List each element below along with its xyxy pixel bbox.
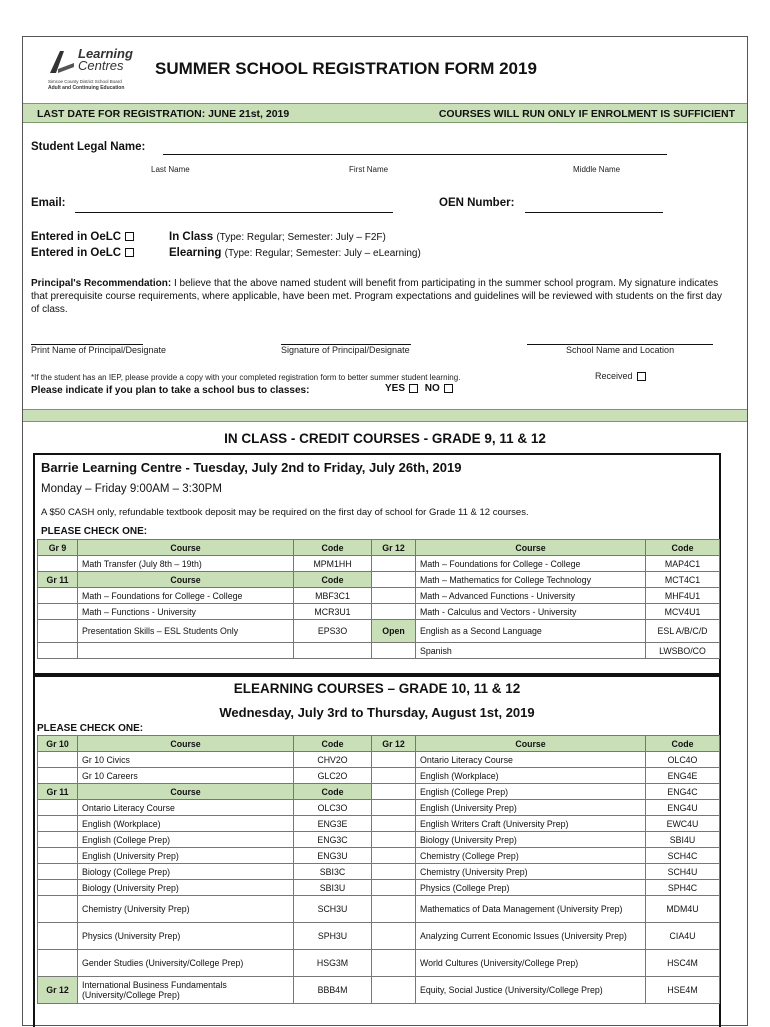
elearning-dates: Wednesday, July 3rd to Thursday, August 1st, 2019 [219, 705, 535, 720]
table-row [38, 643, 720, 659]
gr11-header: Gr 11 [38, 784, 78, 800]
open-level-label: Open [372, 620, 416, 643]
course-checkbox-cell[interactable] [38, 800, 78, 816]
table-row [38, 950, 720, 977]
received-checkbox[interactable] [637, 372, 646, 381]
principal-signature-line[interactable] [281, 327, 411, 345]
course-checkbox-cell[interactable] [372, 880, 416, 896]
course-code: SCH4C [646, 848, 720, 864]
elearning-label: Elearning [169, 247, 222, 259]
course-code: SCH4U [646, 864, 720, 880]
course-code: SPH4C [646, 880, 720, 896]
course-name: English Writers Craft (University Prep) [416, 816, 646, 832]
course-checkbox-cell[interactable] [38, 832, 78, 848]
course-code: ENG4E [646, 768, 720, 784]
course-checkbox-cell[interactable] [372, 848, 416, 864]
course-name: Equity, Social Justice (University/College Prep) [416, 977, 646, 1004]
course-name: English (College Prep) [78, 832, 294, 848]
course-code: MDM4U [646, 896, 720, 923]
course-name: Math – Functions - University [78, 604, 294, 620]
table-row [38, 896, 720, 923]
inclass-centre: Barrie Learning Centre - Tuesday, July 2nd to Friday, July 26th, 2019 [41, 460, 462, 475]
course-code: SCH3U [294, 896, 372, 923]
section-separator [23, 409, 747, 422]
course-name: English (Workplace) [416, 768, 646, 784]
elearning-type [169, 247, 421, 259]
received-field [595, 371, 650, 381]
course-checkbox-cell[interactable] [38, 643, 78, 659]
table-row [38, 832, 720, 848]
form-title: SUMMER SCHOOL REGISTRATION FORM 2019 [155, 59, 537, 78]
logo-line1: Learning [78, 46, 133, 61]
oen-field[interactable] [525, 195, 663, 213]
principal-recommendation [31, 277, 731, 316]
code-header: Code [294, 540, 372, 556]
gr12-row-label: Gr 12 [38, 977, 78, 1004]
course-name: English (College Prep) [416, 784, 646, 800]
course-code: MHF4U1 [646, 588, 720, 604]
course-name: Mathematics of Data Management (University Prep) [416, 896, 646, 923]
course-name: Analyzing Current Economic Issues (University Prep) [416, 923, 646, 950]
table-row [38, 880, 720, 896]
course-name [78, 643, 294, 659]
elearning-section-title: ELEARNING COURSES – GRADE 10, 11 & 12 [233, 681, 521, 696]
enrolment-notice: COURSES WILL RUN ONLY IF ENROLMENT IS SUFFICIENT [438, 108, 735, 120]
gr11-header: Gr 11 [38, 572, 78, 588]
entered-row-elearning [31, 247, 138, 259]
course-checkbox-cell[interactable] [38, 896, 78, 923]
inclass-type [169, 231, 386, 243]
student-name-field[interactable] [163, 137, 667, 155]
oen-label: OEN Number: [439, 197, 515, 209]
course-checkbox-cell[interactable] [372, 768, 416, 784]
code-header: Code [294, 736, 372, 752]
code-header: Code [646, 540, 720, 556]
print-name-caption: Print Name of Principal/Designate [31, 345, 167, 355]
table-row [38, 604, 720, 620]
entered-row-inclass [31, 231, 138, 243]
table-row [38, 620, 720, 643]
course-name: Gr 10 Careers [78, 768, 294, 784]
student-name-label: Student Legal Name: [31, 141, 146, 153]
course-code: ENG4C [646, 784, 720, 800]
table-row [38, 848, 720, 864]
course-checkbox-cell[interactable] [372, 896, 416, 923]
course-code: MAP4C1 [646, 556, 720, 572]
inclass-desc: (Type: Regular; Semester: July – F2F) [216, 232, 386, 243]
table-row [38, 752, 720, 768]
course-name: Gender Studies (University/College Prep) [78, 950, 294, 977]
table-row [38, 977, 720, 1004]
course-code: MPM1HH [294, 556, 372, 572]
bus-yes-label: YES [385, 383, 406, 394]
course-header: Course [78, 736, 294, 752]
course-header: Course [78, 572, 294, 588]
course-checkbox-cell[interactable] [38, 848, 78, 864]
course-name: Chemistry (University Prep) [416, 864, 646, 880]
course-name: Ontario Literacy Course [416, 752, 646, 768]
table-row [38, 800, 720, 816]
course-code: MCV4U1 [646, 604, 720, 620]
last-name-caption: Last Name [151, 165, 190, 174]
gr10-header: Gr 10 [38, 736, 78, 752]
deposit-note: A $50 CASH only, refundable textbook deposit may be required on the first day of school for Grade 11 & 12 courses. [41, 507, 529, 518]
course-name: Math – Mathematics for College Technology [416, 572, 646, 588]
course-name: Spanish [416, 643, 646, 659]
code-header: Code [294, 572, 372, 588]
table-row [38, 572, 720, 588]
course-checkbox-cell[interactable] [38, 950, 78, 977]
course-checkbox-cell[interactable] [372, 800, 416, 816]
course-name: English (University Prep) [416, 800, 646, 816]
email-field[interactable] [75, 195, 393, 213]
course-code [294, 643, 372, 659]
course-header: Course [78, 540, 294, 556]
course-code: HSG3M [294, 950, 372, 977]
course-name: Math – Foundations for College - College [416, 556, 646, 572]
iep-note: *If the student has an IEP, please provide a copy with your completed registration form to better summer student learning. [31, 373, 461, 382]
course-checkbox-cell[interactable] [372, 784, 416, 800]
course-code: ENG3U [294, 848, 372, 864]
elearning-course-table [37, 735, 720, 1004]
inclass-section-title: IN CLASS - CREDIT COURSES - GRADE 9, 11 & 12 [224, 431, 546, 446]
inclass-box [33, 453, 721, 675]
school-location-line[interactable] [527, 327, 713, 345]
entered-oelc-label: Entered in OeLC [31, 231, 122, 243]
course-checkbox-cell[interactable] [38, 752, 78, 768]
course-checkbox-cell[interactable] [38, 816, 78, 832]
course-name: Biology (College Prep) [78, 864, 294, 880]
course-checkbox-cell[interactable] [38, 556, 78, 572]
signature-caption: Signature of Principal/Designate [281, 345, 410, 355]
course-name: International Business Fundamentals (University/College Prep) [78, 977, 294, 1004]
course-name: English (University Prep) [78, 848, 294, 864]
bus-question: Please indicate if you plan to take a school bus to classes: [31, 385, 310, 396]
course-code: ENG3C [294, 832, 372, 848]
code-header: Code [646, 736, 720, 752]
course-code: CHV2O [294, 752, 372, 768]
gr9-header: Gr 9 [38, 540, 78, 556]
logo-mark-icon [48, 49, 76, 75]
course-checkbox-cell[interactable] [372, 588, 416, 604]
course-code: OLC3O [294, 800, 372, 816]
oelc-inclass-checkbox[interactable] [125, 232, 134, 241]
course-checkbox-cell[interactable] [372, 832, 416, 848]
course-name: English as a Second Language [416, 620, 646, 643]
course-code: SPH3U [294, 923, 372, 950]
course-checkbox-cell[interactable] [38, 864, 78, 880]
course-checkbox-cell[interactable] [372, 816, 416, 832]
course-code: MCT4C1 [646, 572, 720, 588]
inclass-course-table [37, 539, 720, 659]
first-name-caption: First Name [349, 165, 389, 174]
course-checkbox-cell[interactable] [372, 572, 416, 588]
course-name: Biology (University Prep) [416, 832, 646, 848]
course-code: HSC4M [646, 950, 720, 977]
course-header: Course [78, 784, 294, 800]
course-checkbox-cell[interactable] [372, 752, 416, 768]
code-header: Code [294, 784, 372, 800]
table-row [38, 768, 720, 784]
course-name: Gr 10 Civics [78, 752, 294, 768]
bus-options [385, 383, 457, 394]
logo-line2: Centres [78, 58, 124, 73]
table-row [38, 864, 720, 880]
learning-centres-logo [48, 47, 156, 91]
elearning-desc: (Type: Regular; Semester: July – eLearning) [224, 248, 421, 259]
course-code: OLC4O [646, 752, 720, 768]
course-code: CIA4U [646, 923, 720, 950]
principal-name-line[interactable] [31, 327, 143, 345]
course-code: ENG3E [294, 816, 372, 832]
course-code: GLC2O [294, 768, 372, 784]
elearning-box [33, 675, 721, 1027]
course-checkbox-cell[interactable] [38, 880, 78, 896]
logo-line3: Simcoe County District School Board [48, 79, 122, 84]
course-name: Chemistry (College Prep) [416, 848, 646, 864]
logo-line4: Adult and Continuing Education [48, 85, 125, 91]
entered-oelc-label-2: Entered in OeLC [31, 247, 122, 259]
course-checkbox-cell[interactable] [38, 588, 78, 604]
course-name: Biology (University Prep) [78, 880, 294, 896]
table-row [38, 736, 720, 752]
table-row [38, 784, 720, 800]
course-code: MCR3U1 [294, 604, 372, 620]
bus-no-checkbox[interactable] [444, 384, 453, 393]
course-name: English (Workplace) [78, 816, 294, 832]
course-name: Math Transfer (July 8th – 19th) [78, 556, 294, 572]
course-checkbox-cell[interactable] [372, 556, 416, 572]
deadline-band [23, 103, 747, 123]
elearning-check-one: PLEASE CHECK ONE: [37, 723, 144, 734]
course-code: LWSBO/CO [646, 643, 720, 659]
course-code: MBF3C1 [294, 588, 372, 604]
bus-no-label: NO [424, 383, 440, 394]
course-code: HSE4M [646, 977, 720, 1004]
course-name: Physics (College Prep) [416, 880, 646, 896]
registration-form [22, 36, 748, 1026]
course-code: SBI4U [646, 832, 720, 848]
inclass-hours: Monday – Friday 9:00AM – 3:30PM [41, 483, 222, 495]
course-name: Ontario Literacy Course [78, 800, 294, 816]
inclass-check-one: PLEASE CHECK ONE: [41, 526, 148, 537]
oelc-elearning-checkbox[interactable] [125, 248, 134, 257]
principal-label: Principal's Recommendation: [31, 278, 172, 289]
course-checkbox-cell[interactable] [372, 643, 416, 659]
course-checkbox-cell[interactable] [372, 864, 416, 880]
course-name: Math - Calculus and Vectors - University [416, 604, 646, 620]
email-label: Email: [31, 197, 66, 209]
course-name: Math – Foundations for College - College [78, 588, 294, 604]
course-name: Chemistry (University Prep) [78, 896, 294, 923]
course-name: Presentation Skills – ESL Students Only [78, 620, 294, 643]
course-header: Course [416, 540, 646, 556]
course-code: SBI3U [294, 880, 372, 896]
registration-deadline: LAST DATE FOR REGISTRATION: JUNE 21st, 2019 [37, 108, 290, 120]
gr12-header: Gr 12 [372, 540, 416, 556]
school-caption: School Name and Location [566, 345, 675, 355]
middle-name-caption: Middle Name [573, 165, 621, 174]
course-checkbox-cell[interactable] [38, 768, 78, 784]
course-header: Course [416, 736, 646, 752]
course-code: BBB4M [294, 977, 372, 1004]
bus-yes-checkbox[interactable] [409, 384, 418, 393]
course-checkbox-cell[interactable] [372, 604, 416, 620]
table-row [38, 540, 720, 556]
table-row [38, 923, 720, 950]
course-name: World Cultures (University/College Prep) [416, 950, 646, 977]
inclass-label: In Class [169, 231, 214, 243]
received-label: Received [595, 371, 633, 381]
course-code: EPS3O [294, 620, 372, 643]
course-name: Physics (University Prep) [78, 923, 294, 950]
course-checkbox-cell[interactable] [372, 923, 416, 950]
course-name: Math – Advanced Functions - University [416, 588, 646, 604]
course-code: EWC4U [646, 816, 720, 832]
table-row [38, 588, 720, 604]
course-code: ESL A/B/C/D [646, 620, 720, 643]
course-checkbox-cell[interactable] [372, 950, 416, 977]
principal-text: I believe that the above named student will benefit from participating in the summer school program. My signature indicates that prerequisite course requirements, where applicable, have been met. Program expectations and guidelines will be reviewed with students on the first day of class. [31, 278, 722, 315]
course-code: ENG4U [646, 800, 720, 816]
course-checkbox-cell[interactable] [38, 604, 78, 620]
course-code: SBI3C [294, 864, 372, 880]
course-checkbox-cell[interactable] [372, 977, 416, 1004]
gr12-header: Gr 12 [372, 736, 416, 752]
course-checkbox-cell[interactable] [38, 620, 78, 643]
table-row [38, 556, 720, 572]
table-row [38, 816, 720, 832]
course-checkbox-cell[interactable] [38, 923, 78, 950]
